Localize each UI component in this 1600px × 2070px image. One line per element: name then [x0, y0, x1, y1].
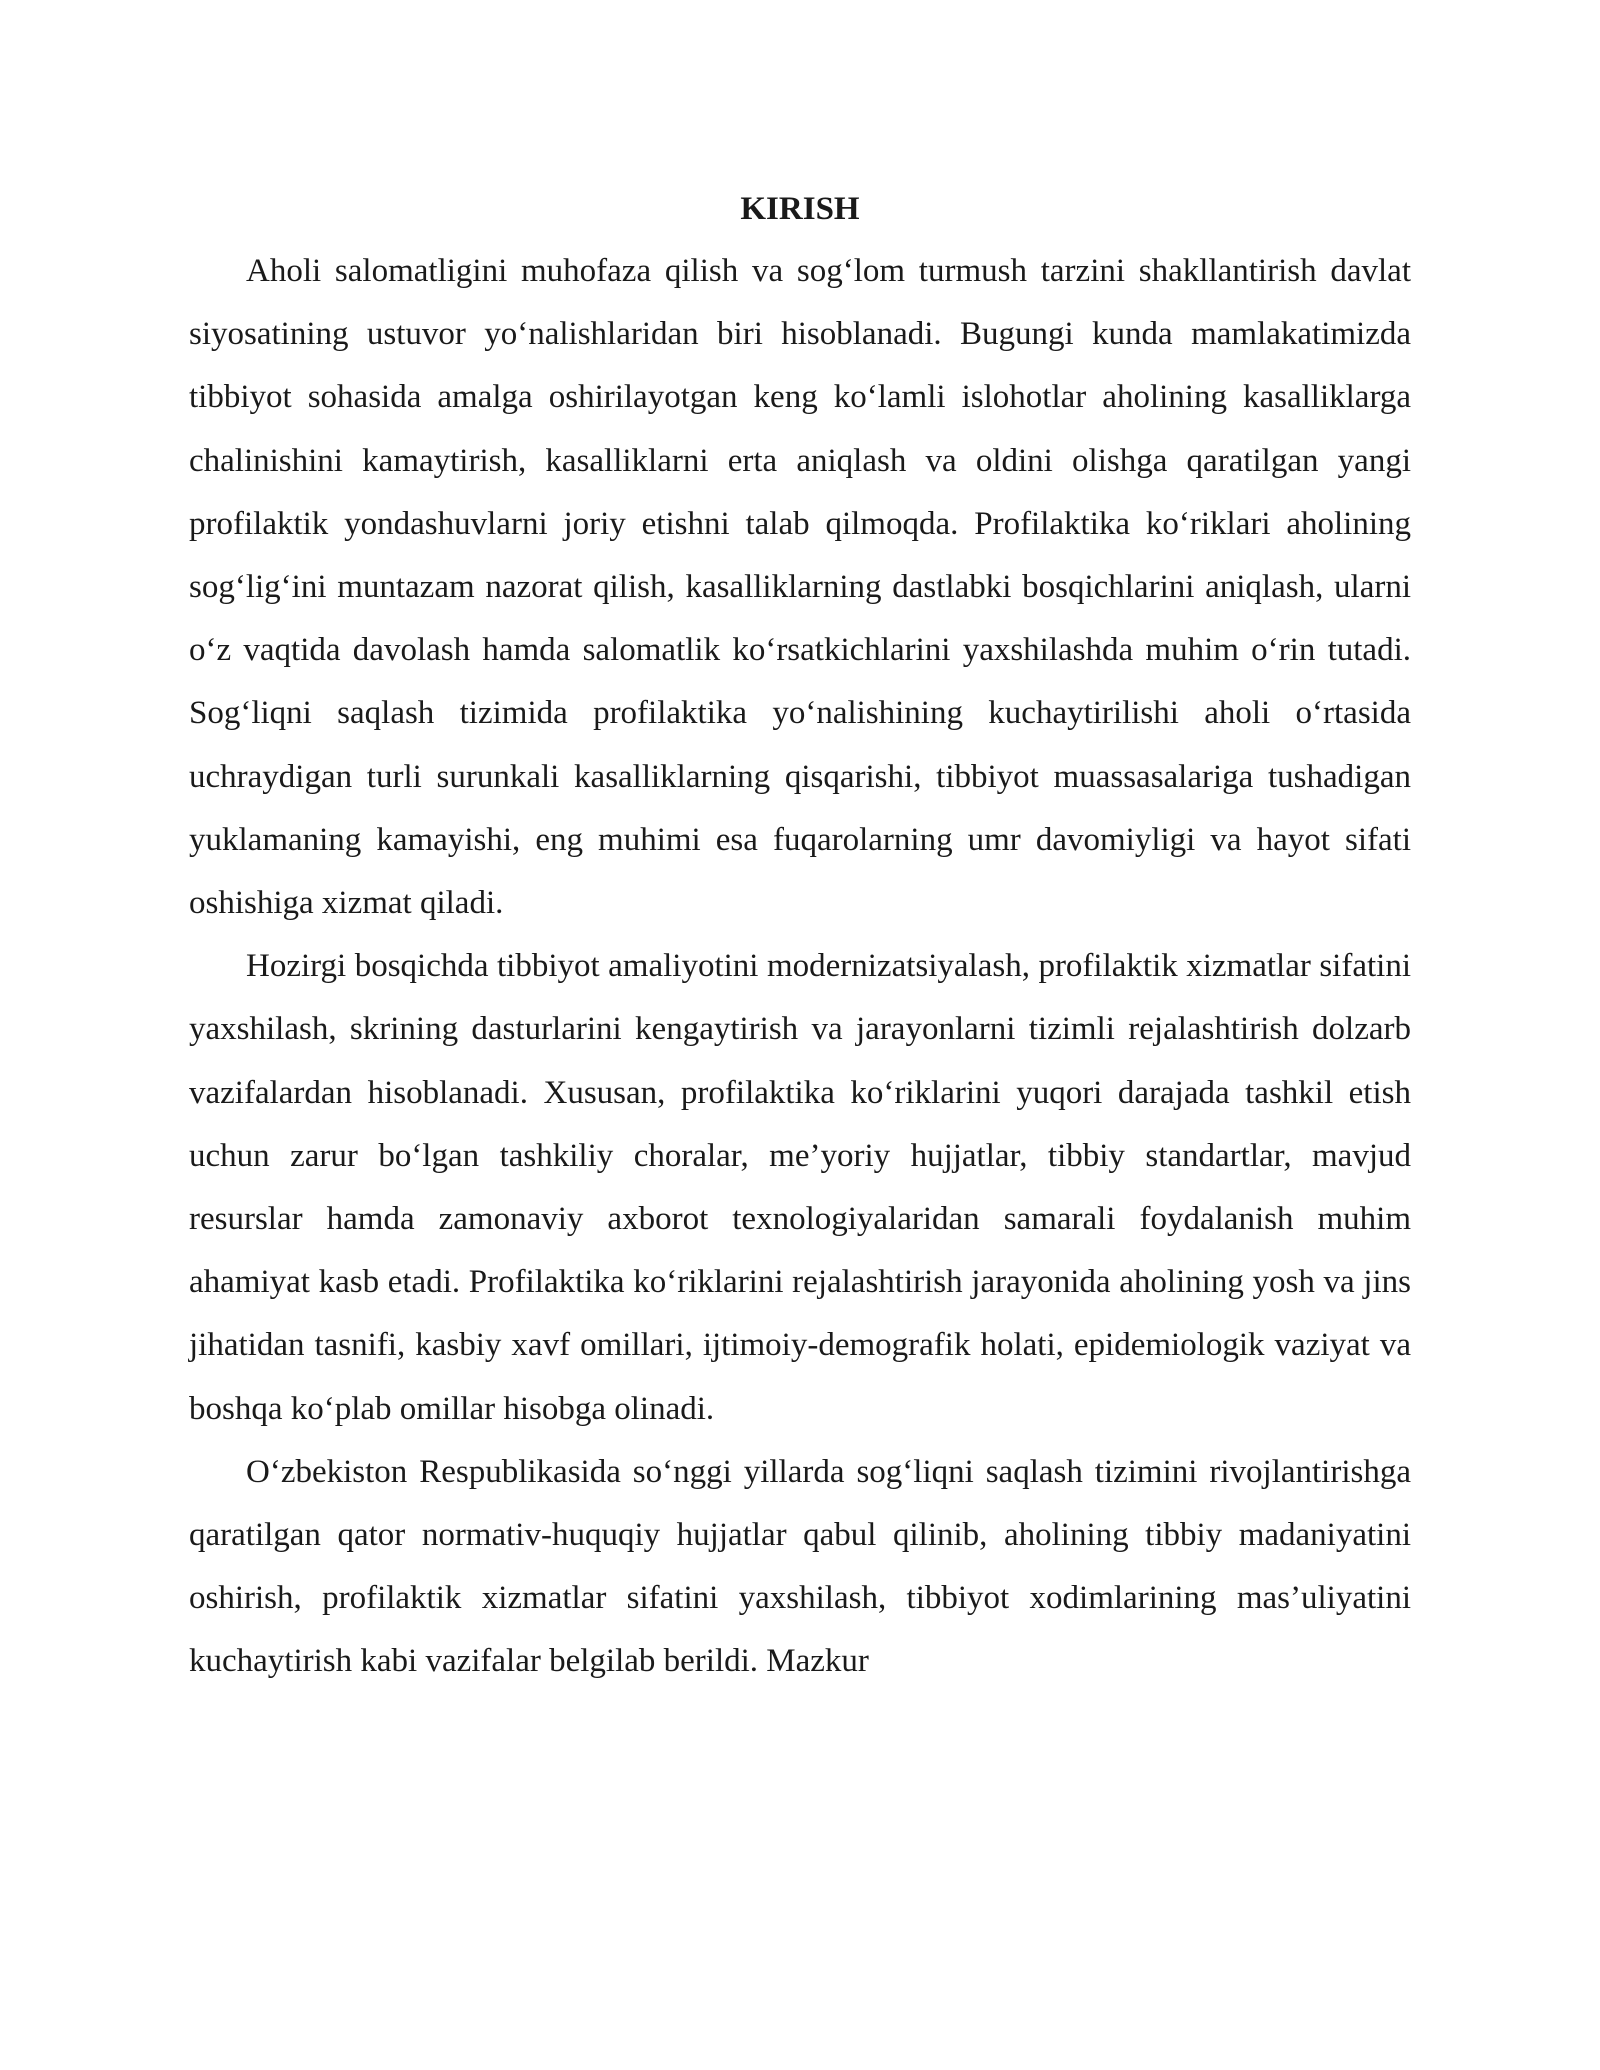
- document-body: [189, 184, 1411, 1694]
- paragraph-current-stage: Hozirgi bosqichda tibbiyot amaliyotini modernizatsiyalash, profilaktik xizmatlar sifatini yaxshilash, skrining dasturlarini kengaytirish va jarayonlarni tizimli rejalashtirish dolzarb vazifalardan hisoblanadi. Xususan, profilaktika ko‘riklarini yuqori darajada tashkil etish uchun zarur bo‘lgan tashkiliy choralar, me’yoriy hujjatlar, tibbiy standartlar, mavjud resurslar hamda zamonaviy axborot texnologiyalaridan samarali foydalanish muhim ahamiyat kasb etadi. Profilaktika ko‘riklarini rejalashtirish jarayonida aholining yosh va jins jihatidan tasnifi, kasbiy xavf omillari, ijtimoiy-demografik holati, epidemiologik vaziyat va boshqa ko‘plab omillar hisobga olinadi.: [189, 948, 1411, 1427]
- page-title: KIRISH: [740, 191, 860, 227]
- paragraph-intro: Aholi salomatligini muhofaza qilish va sog‘lom turmush tarzini shakllantirish davlat siyosatining ustuvor yo‘nalishlaridan biri hisoblanadi. Bugungi kunda mamlakatimizda tibbiyot sohasida amalga oshirilayotgan keng ko‘lamli islohotlar aholining kasalliklarga chalinishini kamaytirish, kasalliklarni erta aniqlash va oldini olishga qaratilgan yangi profilaktik yondashuvlarni joriy etishni talab qilmoqda. Profilaktika ko‘riklari aholining sog‘lig‘ini muntazam nazorat qilish, kasalliklarning dastlabki bosqichlarini aniqlash, ularni o‘z vaqtida davolash hamda salomatlik ko‘rsatkichlarini yaxshilashda muhim o‘rin tutadi. Sog‘liqni saqlash tizimida profilaktika yo‘nalishining kuchaytirilishi aholi o‘rtasida uchraydigan turli surunkali kasalliklarning qisqarishi, tibbiyot muassasalariga tushadigan yuklamaning kamayishi, eng muhimi esa fuqarolarning umr davomiyligi va hayot sifati oshishiga xizmat qiladi.: [189, 253, 1411, 922]
- paragraph-uzbekistan: O‘zbekiston Respublikasida so‘nggi yillarda sog‘liqni saqlash tizimini rivojlantirishga qaratilgan qator normativ-huquqiy hujjatlar qabul qilinib, aholining tibbiy madaniyatini oshirish, profilaktik xizmatlar sifatini yaxshilash, tibbiyot xodimlarining mas’uliyatini kuchaytirish kabi vazifalar belgilab berildi. Mazkur: [189, 1453, 1411, 1680]
